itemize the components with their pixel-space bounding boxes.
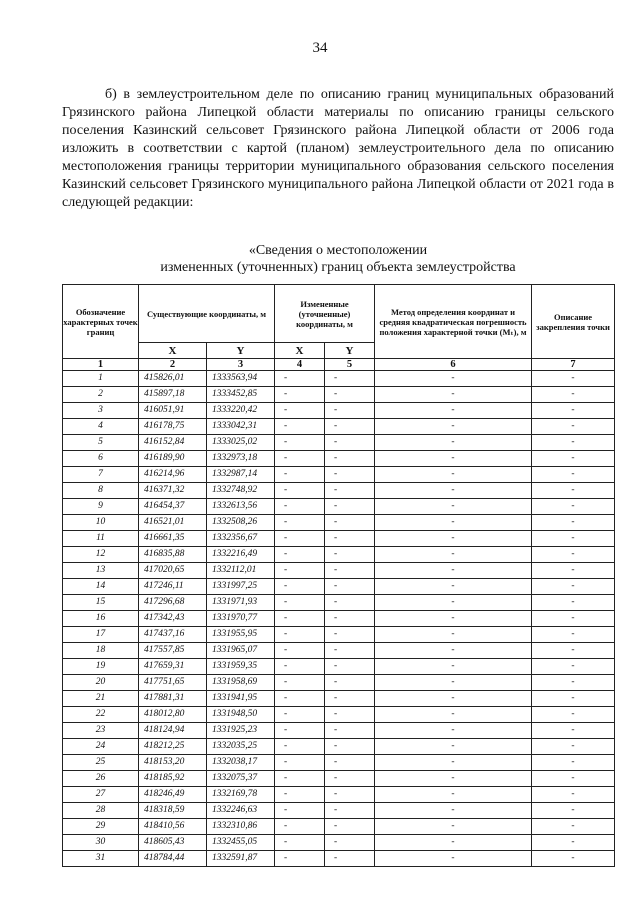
fixing-value: - xyxy=(532,435,615,451)
fixing-value: - xyxy=(532,755,615,771)
coord-y: 1333563,94 xyxy=(207,371,275,387)
table-row xyxy=(63,787,615,803)
coord-y: 1332973,18 xyxy=(207,451,275,467)
table-row xyxy=(63,403,615,419)
table-row xyxy=(63,499,615,515)
changed-x: - xyxy=(275,547,325,563)
coord-y: 1332613,56 xyxy=(207,499,275,515)
method-value: - xyxy=(375,643,532,659)
table-row xyxy=(63,739,615,755)
coord-y: 1331955,95 xyxy=(207,627,275,643)
coord-x: 416214,96 xyxy=(139,467,207,483)
body-paragraph: б) в землеустроительном деле по описанию границ муниципальных образований Грязинского района Липецкой области материалы по описанию границы сельского поселения Казинский сельсовет Грязинского района Липецкой области от 2006 года изложить в соответствии с картой (планом) землеустроительного дела по описанию местоположения границы территории муниципального образования сельского поселения Казинский сельсовет Грязинского муниципального района Липецкой области от 2021 года в следующей редакции: xyxy=(62,87,614,210)
changed-x: - xyxy=(275,531,325,547)
changed-x: - xyxy=(275,451,325,467)
point-number: 25 xyxy=(63,755,139,771)
changed-x: - xyxy=(275,467,325,483)
method-value: - xyxy=(375,467,532,483)
changed-y: - xyxy=(325,771,375,787)
changed-y: - xyxy=(325,851,375,867)
changed-y: - xyxy=(325,499,375,515)
fixing-value: - xyxy=(532,595,615,611)
table-row xyxy=(63,707,615,723)
changed-y: - xyxy=(325,675,375,691)
caption-line-2: измененных (уточненных) границ объекта землеустройства xyxy=(160,260,516,275)
changed-x: - xyxy=(275,499,325,515)
changed-y: - xyxy=(325,451,375,467)
table-row xyxy=(63,851,615,867)
method-value: - xyxy=(375,595,532,611)
changed-y: - xyxy=(325,419,375,435)
fixing-value: - xyxy=(532,835,615,851)
changed-x: - xyxy=(275,563,325,579)
changed-x: - xyxy=(275,515,325,531)
point-number: 4 xyxy=(63,419,139,435)
method-value: - xyxy=(375,835,532,851)
table-row xyxy=(63,627,615,643)
changed-x: - xyxy=(275,803,325,819)
coord-y: 1331941,95 xyxy=(207,691,275,707)
changed-y: - xyxy=(325,547,375,563)
fixing-value: - xyxy=(532,499,615,515)
changed-y: - xyxy=(325,611,375,627)
changed-y: - xyxy=(325,435,375,451)
method-value: - xyxy=(375,531,532,547)
point-number: 19 xyxy=(63,659,139,675)
coord-y: 1332169,78 xyxy=(207,787,275,803)
coord-x: 417557,85 xyxy=(139,643,207,659)
table-row xyxy=(63,595,615,611)
table-row xyxy=(63,675,615,691)
header-method: Метод определения координат и средняя квадратическая погрешность положения характерной точки (Mₜ), м xyxy=(375,285,532,359)
changed-y: - xyxy=(325,595,375,611)
changed-y: - xyxy=(325,531,375,547)
method-value: - xyxy=(375,579,532,595)
coord-x: 416521,01 xyxy=(139,515,207,531)
changed-x: - xyxy=(275,755,325,771)
point-number: 8 xyxy=(63,483,139,499)
coord-x: 416835,88 xyxy=(139,547,207,563)
fixing-value: - xyxy=(532,819,615,835)
fixing-value: - xyxy=(532,723,615,739)
fixing-value: - xyxy=(532,739,615,755)
method-value: - xyxy=(375,771,532,787)
coord-x: 416178,75 xyxy=(139,419,207,435)
fixing-value: - xyxy=(532,579,615,595)
table-row xyxy=(63,467,615,483)
table-row xyxy=(63,691,615,707)
coord-x: 416051,91 xyxy=(139,403,207,419)
table-row xyxy=(63,451,615,467)
table-row xyxy=(63,387,615,403)
point-number: 28 xyxy=(63,803,139,819)
table-row xyxy=(63,371,615,387)
header-changed-y: Y xyxy=(325,343,375,359)
method-value: - xyxy=(375,499,532,515)
point-number: 29 xyxy=(63,819,139,835)
changed-x: - xyxy=(275,387,325,403)
fixing-value: - xyxy=(532,803,615,819)
fixing-value: - xyxy=(532,627,615,643)
coord-x: 416454,37 xyxy=(139,499,207,515)
coord-y: 1331958,69 xyxy=(207,675,275,691)
method-value: - xyxy=(375,627,532,643)
coord-y: 1332748,92 xyxy=(207,483,275,499)
changed-y: - xyxy=(325,579,375,595)
method-value: - xyxy=(375,723,532,739)
changed-y: - xyxy=(325,563,375,579)
table-caption xyxy=(62,242,614,276)
method-value: - xyxy=(375,483,532,499)
changed-y: - xyxy=(325,723,375,739)
header-changed-x: X xyxy=(275,343,325,359)
coord-x: 417296,68 xyxy=(139,595,207,611)
coord-x: 418784,44 xyxy=(139,851,207,867)
coord-y: 1332310,86 xyxy=(207,819,275,835)
changed-x: - xyxy=(275,371,325,387)
point-number: 18 xyxy=(63,643,139,659)
coord-x: 418212,25 xyxy=(139,739,207,755)
point-number: 11 xyxy=(63,531,139,547)
changed-x: - xyxy=(275,835,325,851)
coord-y: 1331971,93 xyxy=(207,595,275,611)
table-row xyxy=(63,819,615,835)
changed-x: - xyxy=(275,659,325,675)
column-number: 7 xyxy=(532,359,615,371)
coord-y: 1332356,67 xyxy=(207,531,275,547)
table-row xyxy=(63,723,615,739)
point-number: 21 xyxy=(63,691,139,707)
method-value: - xyxy=(375,851,532,867)
header-fixing: Описание закрепления точки xyxy=(532,285,615,359)
method-value: - xyxy=(375,371,532,387)
coord-x: 418605,43 xyxy=(139,835,207,851)
method-value: - xyxy=(375,563,532,579)
coord-y: 1332508,26 xyxy=(207,515,275,531)
changed-y: - xyxy=(325,467,375,483)
changed-y: - xyxy=(325,819,375,835)
point-number: 3 xyxy=(63,403,139,419)
column-number: 5 xyxy=(325,359,375,371)
fixing-value: - xyxy=(532,419,615,435)
coord-y: 1333452,85 xyxy=(207,387,275,403)
point-number: 27 xyxy=(63,787,139,803)
point-number: 31 xyxy=(63,851,139,867)
fixing-value: - xyxy=(532,467,615,483)
changed-x: - xyxy=(275,739,325,755)
changed-x: - xyxy=(275,819,325,835)
changed-y: - xyxy=(325,787,375,803)
fixing-value: - xyxy=(532,563,615,579)
point-number: 10 xyxy=(63,515,139,531)
point-number: 13 xyxy=(63,563,139,579)
coord-x: 417246,11 xyxy=(139,579,207,595)
changed-x: - xyxy=(275,627,325,643)
coord-y: 1333220,42 xyxy=(207,403,275,419)
point-number: 26 xyxy=(63,771,139,787)
fixing-value: - xyxy=(532,643,615,659)
fixing-value: - xyxy=(532,387,615,403)
fixing-value: - xyxy=(532,611,615,627)
fixing-value: - xyxy=(532,707,615,723)
table-row xyxy=(63,835,615,851)
column-numbers-row xyxy=(63,359,615,371)
table-row xyxy=(63,419,615,435)
coord-y: 1332075,37 xyxy=(207,771,275,787)
column-number: 6 xyxy=(375,359,532,371)
table-row xyxy=(63,435,615,451)
fixing-value: - xyxy=(532,403,615,419)
point-number: 9 xyxy=(63,499,139,515)
changed-y: - xyxy=(325,659,375,675)
coord-x: 416661,35 xyxy=(139,531,207,547)
caption-line-1: «Сведения о местоположении xyxy=(248,243,428,258)
coord-y: 1332591,87 xyxy=(207,851,275,867)
method-value: - xyxy=(375,659,532,675)
point-number: 5 xyxy=(63,435,139,451)
method-value: - xyxy=(375,515,532,531)
point-number: 16 xyxy=(63,611,139,627)
changed-y: - xyxy=(325,755,375,771)
header-points: Обозначение характерных точек границ xyxy=(63,285,139,359)
coord-y: 1332216,49 xyxy=(207,547,275,563)
changed-y: - xyxy=(325,739,375,755)
table-row xyxy=(63,803,615,819)
changed-x: - xyxy=(275,403,325,419)
changed-y: - xyxy=(325,403,375,419)
method-value: - xyxy=(375,387,532,403)
page-number: 34 xyxy=(312,40,328,56)
column-number: 4 xyxy=(275,359,325,371)
fixing-value: - xyxy=(532,691,615,707)
method-value: - xyxy=(375,691,532,707)
changed-x: - xyxy=(275,787,325,803)
coord-y: 1331997,25 xyxy=(207,579,275,595)
coord-y: 1331965,07 xyxy=(207,643,275,659)
header-x: X xyxy=(139,343,207,359)
method-value: - xyxy=(375,435,532,451)
column-number: 3 xyxy=(207,359,275,371)
coord-x: 417881,31 xyxy=(139,691,207,707)
method-value: - xyxy=(375,547,532,563)
changed-y: - xyxy=(325,835,375,851)
table-row xyxy=(63,755,615,771)
coord-y: 1333042,31 xyxy=(207,419,275,435)
method-value: - xyxy=(375,739,532,755)
fixing-value: - xyxy=(532,531,615,547)
changed-x: - xyxy=(275,579,325,595)
table-row xyxy=(63,483,615,499)
coord-x: 416371,32 xyxy=(139,483,207,499)
table-row xyxy=(63,771,615,787)
changed-x: - xyxy=(275,643,325,659)
coord-x: 416189,90 xyxy=(139,451,207,467)
point-number: 20 xyxy=(63,675,139,691)
point-number: 15 xyxy=(63,595,139,611)
point-number: 22 xyxy=(63,707,139,723)
changed-y: - xyxy=(325,627,375,643)
coord-x: 418410,56 xyxy=(139,819,207,835)
coord-x: 417020,65 xyxy=(139,563,207,579)
coord-x: 418318,59 xyxy=(139,803,207,819)
table-row xyxy=(63,547,615,563)
method-value: - xyxy=(375,787,532,803)
method-value: - xyxy=(375,451,532,467)
changed-x: - xyxy=(275,771,325,787)
changed-x: - xyxy=(275,611,325,627)
coord-y: 1332246,63 xyxy=(207,803,275,819)
point-number: 7 xyxy=(63,467,139,483)
method-value: - xyxy=(375,819,532,835)
coord-x: 415897,18 xyxy=(139,387,207,403)
changed-y: - xyxy=(325,515,375,531)
point-number: 6 xyxy=(63,451,139,467)
point-number: 2 xyxy=(63,387,139,403)
fixing-value: - xyxy=(532,771,615,787)
coord-x: 417342,43 xyxy=(139,611,207,627)
column-number: 1 xyxy=(63,359,139,371)
coord-y: 1331970,77 xyxy=(207,611,275,627)
coord-x: 418124,94 xyxy=(139,723,207,739)
changed-x: - xyxy=(275,691,325,707)
fixing-value: - xyxy=(532,659,615,675)
fixing-value: - xyxy=(532,515,615,531)
method-value: - xyxy=(375,803,532,819)
point-number: 24 xyxy=(63,739,139,755)
method-value: - xyxy=(375,611,532,627)
point-number: 1 xyxy=(63,371,139,387)
table-row xyxy=(63,563,615,579)
coord-x: 418012,80 xyxy=(139,707,207,723)
coord-y: 1332112,01 xyxy=(207,563,275,579)
table-row xyxy=(63,579,615,595)
fixing-value: - xyxy=(532,547,615,563)
fixing-value: - xyxy=(532,851,615,867)
table-row xyxy=(63,515,615,531)
coord-x: 418185,92 xyxy=(139,771,207,787)
coord-x: 416152,84 xyxy=(139,435,207,451)
method-value: - xyxy=(375,675,532,691)
changed-x: - xyxy=(275,595,325,611)
header-changed-coords: Измененные (уточненные) координаты, м xyxy=(275,285,375,343)
point-number: 17 xyxy=(63,627,139,643)
fixing-value: - xyxy=(532,675,615,691)
changed-x: - xyxy=(275,675,325,691)
coordinates-table xyxy=(62,284,615,867)
table-row xyxy=(63,531,615,547)
coord-x: 417751,65 xyxy=(139,675,207,691)
coord-y: 1333025,02 xyxy=(207,435,275,451)
column-number: 2 xyxy=(139,359,207,371)
changed-y: - xyxy=(325,483,375,499)
point-number: 12 xyxy=(63,547,139,563)
changed-y: - xyxy=(325,643,375,659)
point-number: 23 xyxy=(63,723,139,739)
fixing-value: - xyxy=(532,483,615,499)
coord-y: 1332987,14 xyxy=(207,467,275,483)
method-value: - xyxy=(375,419,532,435)
changed-y: - xyxy=(325,387,375,403)
coord-x: 417659,31 xyxy=(139,659,207,675)
changed-y: - xyxy=(325,803,375,819)
header-existing-coords: Существующие координаты, м xyxy=(139,285,275,343)
header-y: Y xyxy=(207,343,275,359)
method-value: - xyxy=(375,403,532,419)
method-value: - xyxy=(375,707,532,723)
coord-y: 1332455,05 xyxy=(207,835,275,851)
method-value: - xyxy=(375,755,532,771)
changed-x: - xyxy=(275,483,325,499)
changed-x: - xyxy=(275,419,325,435)
fixing-value: - xyxy=(532,787,615,803)
coord-y: 1331948,50 xyxy=(207,707,275,723)
changed-x: - xyxy=(275,435,325,451)
changed-y: - xyxy=(325,691,375,707)
coord-x: 418246,49 xyxy=(139,787,207,803)
coord-x: 418153,20 xyxy=(139,755,207,771)
coord-y: 1331959,35 xyxy=(207,659,275,675)
coord-y: 1332035,25 xyxy=(207,739,275,755)
coord-y: 1332038,17 xyxy=(207,755,275,771)
point-number: 14 xyxy=(63,579,139,595)
table-row xyxy=(63,611,615,627)
table-row xyxy=(63,659,615,675)
point-number: 30 xyxy=(63,835,139,851)
table-row xyxy=(63,643,615,659)
changed-x: - xyxy=(275,851,325,867)
coord-x: 415826,01 xyxy=(139,371,207,387)
coord-x: 417437,16 xyxy=(139,627,207,643)
changed-x: - xyxy=(275,707,325,723)
coord-y: 1331925,23 xyxy=(207,723,275,739)
fixing-value: - xyxy=(532,451,615,467)
fixing-value: - xyxy=(532,371,615,387)
changed-y: - xyxy=(325,707,375,723)
changed-x: - xyxy=(275,723,325,739)
changed-y: - xyxy=(325,371,375,387)
